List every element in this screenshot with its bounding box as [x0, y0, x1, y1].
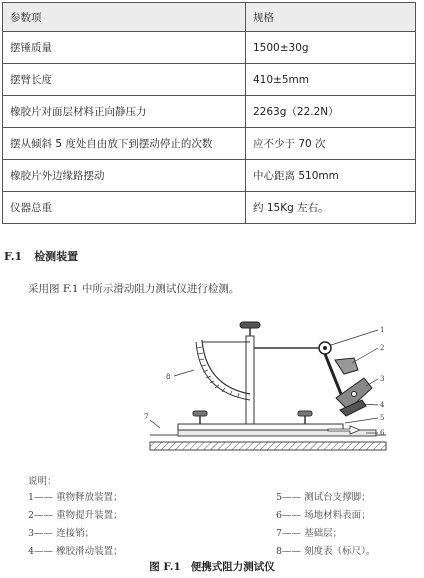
- spec-cell: 2263g（22.2N）: [246, 96, 416, 128]
- tester-diagram: [140, 308, 390, 458]
- callout-leaders: [150, 330, 378, 433]
- legend-item: 2—— 重物提升装置；: [28, 510, 123, 521]
- param-cell: 橡胶片外边缘路摆动: [3, 160, 246, 192]
- table-row: [3, 192, 416, 224]
- param-cell: 摆从倾斜 5 度处自由放下到摆动停止的次数: [3, 128, 246, 160]
- spec-table: [2, 2, 416, 224]
- support-foot-knob: [298, 411, 312, 416]
- header-cell: 规格: [246, 3, 416, 32]
- table-row: [3, 128, 416, 160]
- figure-caption: [0, 559, 424, 574]
- table-row: [3, 64, 416, 96]
- base-plate: [178, 424, 343, 430]
- spec-cell: 中心距离 510mm: [246, 160, 416, 192]
- section-number: F.1: [4, 250, 23, 263]
- callout-label: 4: [380, 401, 385, 409]
- release-knob: [240, 322, 260, 328]
- legend-item: 3—— 连接销；: [28, 528, 95, 539]
- legend-item: 7—— 基础层；: [276, 528, 343, 539]
- connecting-pin: [352, 392, 357, 397]
- legend-item: 8—— 刻度表（标尺）。: [276, 546, 376, 557]
- callout-label: 3: [380, 375, 385, 383]
- spec-cell: 410±5mm: [246, 64, 416, 96]
- main-column: [246, 336, 254, 424]
- figure-title: 便携式阻力测试仪: [190, 561, 275, 573]
- scale-arc: [202, 340, 250, 394]
- lifting-device: [335, 358, 358, 374]
- figure-number: 图 F.1: [149, 561, 181, 573]
- section-heading: [4, 248, 78, 264]
- spec-cell: 约 15Kg 左右。: [246, 192, 416, 224]
- legend-item: 4—— 橡胶滑动装置；: [28, 546, 123, 557]
- callout-label: 1: [380, 326, 385, 334]
- pivot-pin: [323, 346, 327, 350]
- header-cell: 参数项: [3, 3, 246, 32]
- callout-label: 5: [380, 414, 385, 422]
- legend-left-column: [28, 489, 123, 561]
- callout-label: 2: [380, 344, 385, 352]
- callout-label: 6: [380, 429, 385, 437]
- spec-cell: 1500±30g: [246, 32, 416, 64]
- support-foot-knob: [193, 411, 207, 416]
- param-cell: 仪器总重: [3, 192, 246, 224]
- callout-label: 8: [166, 373, 171, 381]
- legend-item: 5—— 测试台支撑脚；: [276, 492, 371, 503]
- legend-title: 说明：: [28, 476, 57, 487]
- foundation-layer: [150, 442, 386, 450]
- intro-paragraph: 采用图 F.1 中所示滑动阻力测试仪进行检测。: [28, 283, 240, 295]
- legend-right-column: [276, 489, 375, 561]
- table-row: [3, 160, 416, 192]
- table-header-row: [3, 3, 416, 32]
- param-cell: 橡胶片对面层材料正向静压力: [3, 96, 246, 128]
- callout-label: 7: [144, 413, 149, 421]
- param-cell: 摆臂长度: [3, 64, 246, 96]
- spec-cell: 应不少于 70 次: [246, 128, 416, 160]
- section-title: 检测装置: [34, 250, 79, 263]
- param-cell: 摆锤质量: [3, 32, 246, 64]
- table-row: [3, 96, 416, 128]
- scale-ticks: [197, 347, 239, 397]
- legend-item: 6—— 场地材料表面；: [276, 510, 371, 521]
- legend-item: 1—— 重物释放装置；: [28, 492, 123, 503]
- table-row: [3, 32, 416, 64]
